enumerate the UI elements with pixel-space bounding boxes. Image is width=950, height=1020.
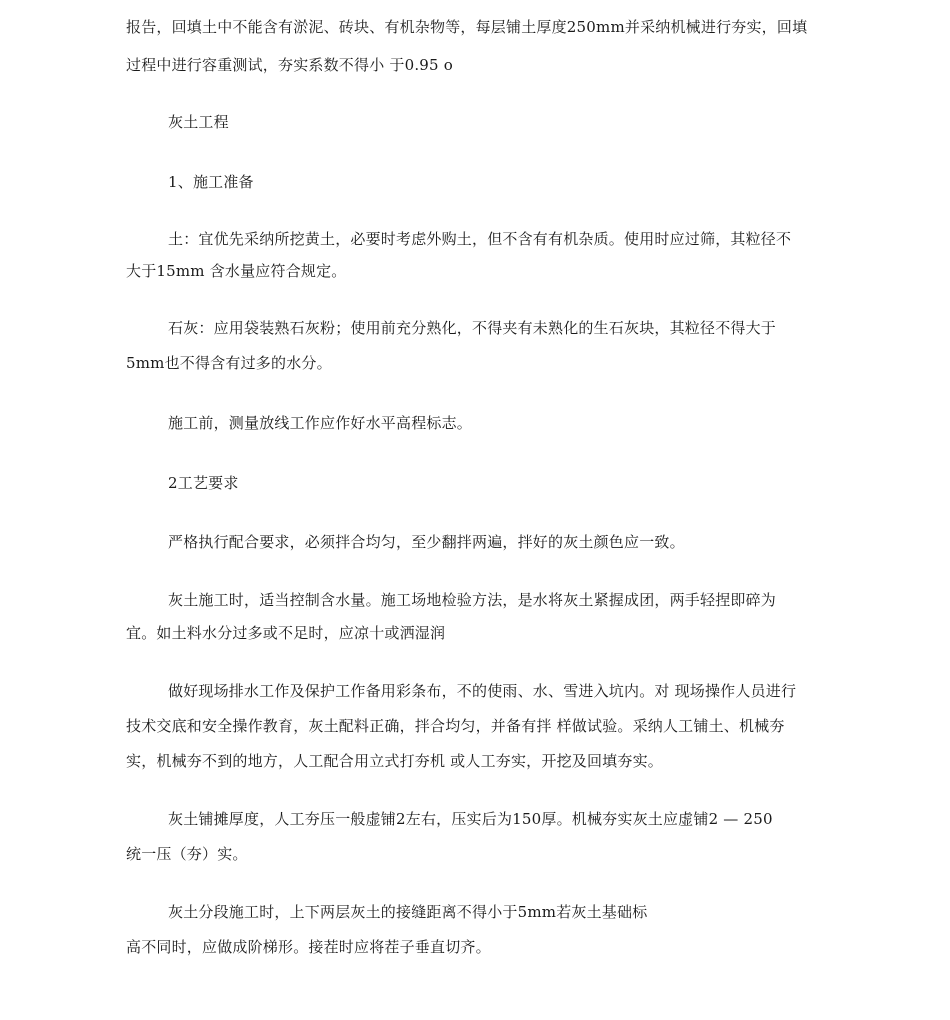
intro-line-2: 过程中进行容重测试，夯实系数不得小 于0.95 o — [126, 56, 453, 74]
section-title: 灰土工程 — [168, 113, 229, 131]
drainage-line-1: 做好现场排水工作及保护工作备用彩条布，不的使雨、水、雪进入坑内。对 现场操作人员进行 — [168, 682, 797, 700]
moisture-line-1: 灰土施工时，适当控制含水量。施工场地检验方法，是水将灰土紧握成团，两手轻捏即碎为 — [168, 591, 777, 609]
joints-line-1: 灰土分段施工时，上下两层灰土的接缝距离不得小于5mm若灰土基础标 — [168, 903, 648, 921]
step2-heading: 2工艺要求 — [168, 474, 239, 492]
survey-line: 施工前，测量放线工作应作好水平高程标志。 — [168, 414, 473, 432]
soil-line-2: 大于15mm 含水量应符合规定。 — [126, 262, 347, 280]
step1-heading: 1、施工准备 — [168, 173, 254, 191]
soil-line-1: 土：宜优先采纳所挖黄土，必要时考虑外购土，但不含有有机杂质。使用时应过筛，其粒径不 — [168, 230, 792, 248]
intro-line-1: 报告，回填土中不能含有淤泥、砖块、有机杂物等，每层铺土厚度250mm并采纳机械进行夯实，回填 — [126, 18, 808, 36]
thickness-line-2: 统一压（夯）实。 — [126, 845, 248, 863]
drainage-line-2: 技术交底和安全操作教育，灰土配料正确，拌合均匀，并备有拌 样做试验。采纳人工铺土、机械夯 — [126, 717, 785, 735]
lime-line-2: 5mm也不得含有过多的水分。 — [126, 354, 332, 372]
drainage-line-3: 实，机械夯不到的地方，人工配合用立式打夯机 或人工夯实，开挖及回填夯实。 — [126, 752, 663, 770]
moisture-line-2: 宜。如土料水分过多或不足时，应凉十或洒湿润 — [126, 624, 446, 642]
lime-line-1: 石灰：应用袋装熟石灰粉；使用前充分熟化，不得夹有未熟化的生石灰块，其粒径不得大于 — [168, 319, 777, 337]
joints-line-2: 高不同时，应做成阶梯形。接茬时应将茬子垂直切齐。 — [126, 938, 491, 956]
mix-line: 严格执行配合要求，必须拌合均匀，至少翻拌两遍，拌好的灰土颜色应一致。 — [168, 533, 685, 551]
thickness-line-1: 灰土铺摊厚度，人工夯压一般虚铺2左右，压实后为150厚。机械夯实灰土应虚铺2 — 250 — [168, 810, 773, 828]
